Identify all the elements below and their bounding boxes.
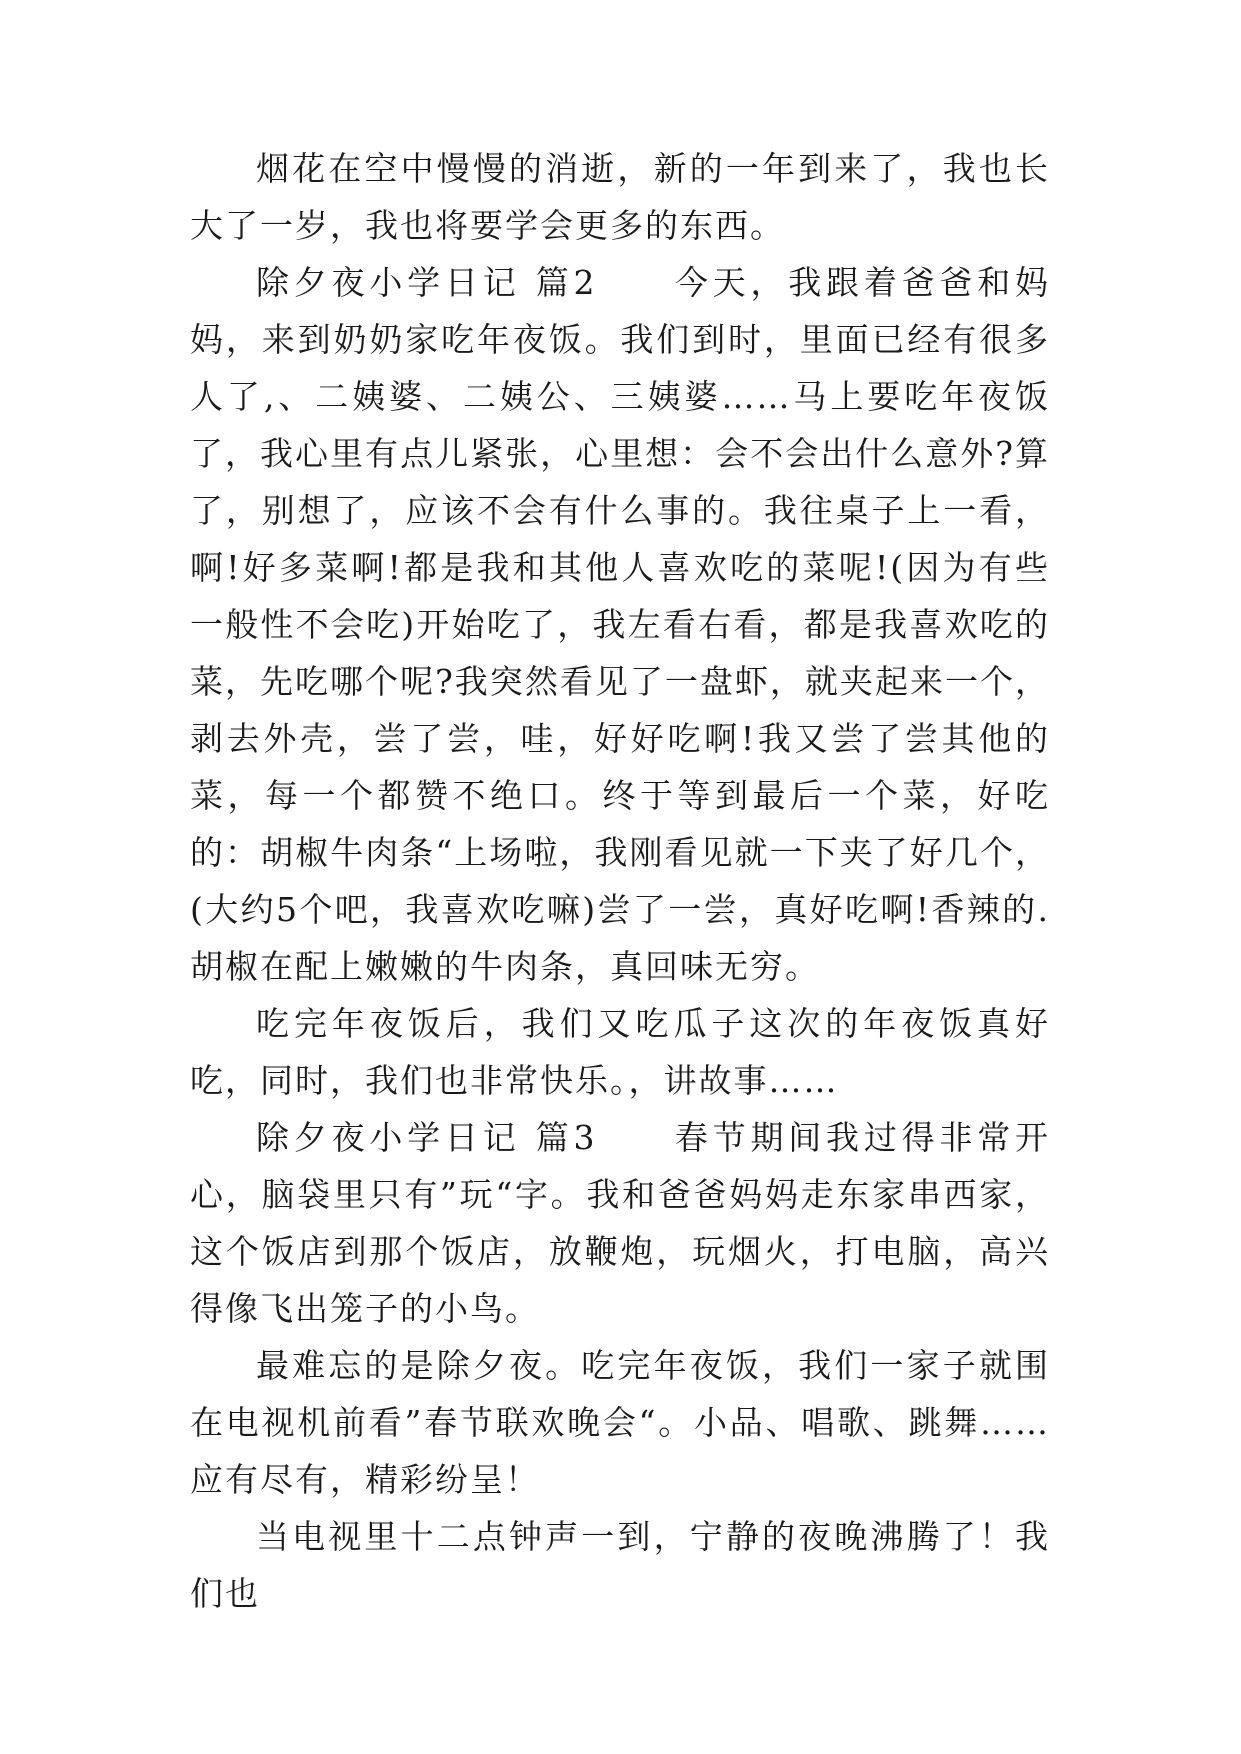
paragraph-midnight: 当电视里十二点钟声一到，宁静的夜晚沸腾了！我们也 [190,1517,1050,1613]
paragraph-diary-2: 除夕夜小学日记 篇2 今天，我跟着爸爸和妈妈，来到奶奶家吃年夜饭。我们到时，里面已经有很多人了,、二姨婆、二姨公、三姨婆……马上要吃年夜饭了，我心里有点儿紧张，心里想：会不会出什么意外?算了，别想了，应该不会有什么事的。我往桌子上一看，啊!好多菜啊!都是我和其他人喜欢吃的菜呢!(因为有些一般性不会吃)开始吃了，我左看右看，都是我喜欢吃的菜，先吃哪个呢?我突然看见了一盘虾，就夹起来一个，剥去外壳，尝了尝，哇，好好吃啊!我又尝了尝其他的菜，每一个都赞不绝口。终于等到最后一个菜，好吃的：胡椒牛肉条“上场啦，我刚看见就一下夹了好几个，(大约5个吧，我喜欢吃嘛)尝了一尝，真好吃啊!香辣的.胡椒在配上嫩嫩的牛肉条，真回味无穷。 [190,263,1050,986]
paragraph-fireworks: 烟花在空中慢慢的消逝，新的一年到来了，我也长大了一岁，我也将要学会更多的东西。 [190,149,1050,245]
paragraph-after-dinner: 吃完年夜饭后，我们又吃瓜子这次的年夜饭真好吃，同时，我们也非常快乐。，讲故事…… [190,1004,1050,1100]
paragraph-new-year-eve: 最难忘的是除夕夜。吃完年夜饭，我们一家子就围在电视机前看”春节联欢晚会“。小品、唱歌、跳舞……应有尽有，精彩纷呈！ [190,1346,1050,1499]
paragraph-diary-3: 除夕夜小学日记 篇3 春节期间我过得非常开心，脑袋里只有”玩“字。我和爸爸妈妈走东家串西家，这个饭店到那个饭店，放鞭炮，玩烟火，打电脑，高兴得像飞出笼子的小鸟。 [190,1118,1050,1328]
document-page [190,140,1050,1622]
